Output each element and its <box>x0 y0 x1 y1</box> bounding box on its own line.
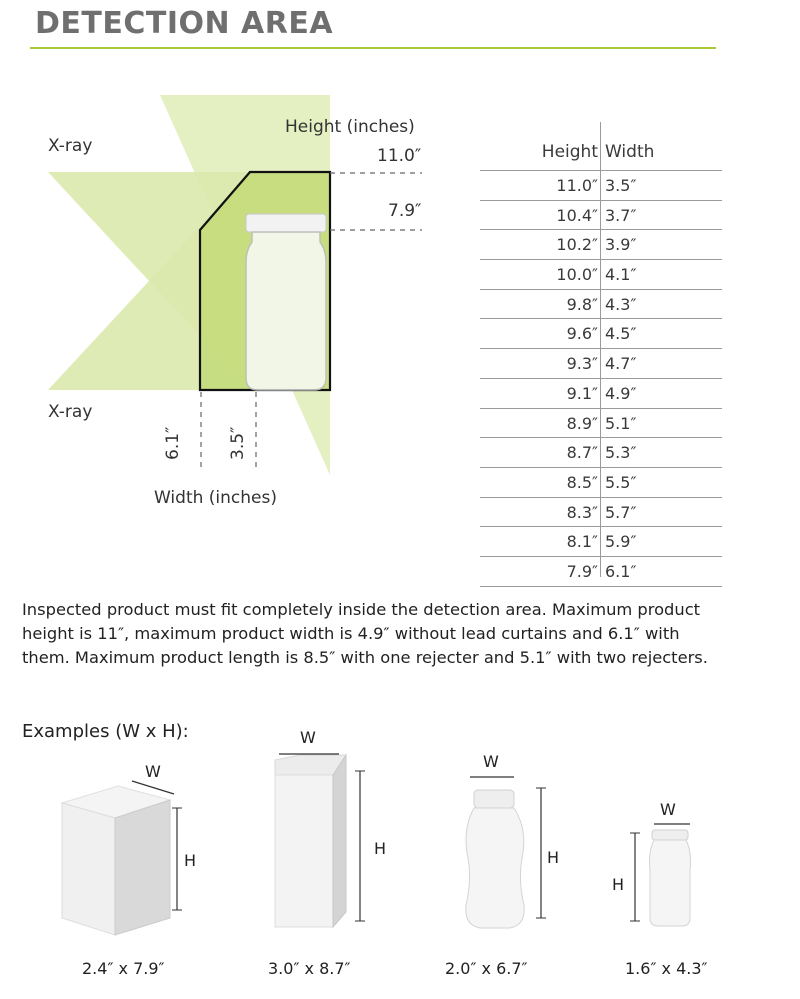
example-caption: 1.6″ x 4.3″ <box>625 959 708 978</box>
cell-height: 8.1″ <box>566 532 598 552</box>
bottle-height-letter: H <box>547 848 560 867</box>
cell-width: 5.3″ <box>605 443 637 463</box>
cell-height: 7.9″ <box>566 561 598 581</box>
table-row <box>480 468 722 498</box>
table-row <box>480 409 722 439</box>
cell-height: 8.3″ <box>566 502 598 522</box>
cell-height: 8.5″ <box>566 472 598 492</box>
table-row <box>480 171 722 201</box>
cell-height: 8.7″ <box>566 443 598 463</box>
page-title: DETECTION AREA <box>35 6 334 41</box>
cell-width: 4.9″ <box>605 383 637 403</box>
cell-width: 3.9″ <box>605 235 637 255</box>
box-icon <box>62 786 170 935</box>
table-row <box>480 498 722 528</box>
table-row <box>480 230 722 260</box>
height-max-value: 11.0″ <box>377 146 422 166</box>
examples-title: Examples (W x H): <box>22 721 189 742</box>
cell-height: 9.3″ <box>566 354 598 374</box>
cell-width: 4.7″ <box>605 354 637 374</box>
cell-height: 11.0″ <box>556 176 598 195</box>
cell-height: 10.0″ <box>556 265 598 285</box>
table-row <box>480 201 722 231</box>
box-width-letter: W <box>145 762 161 781</box>
cell-width: 3.7″ <box>605 205 637 225</box>
width-max-value: 6.1″ <box>163 426 183 460</box>
cell-width: 5.5″ <box>605 472 637 492</box>
carton-height-letter: H <box>374 839 387 858</box>
bottle-width-letter: W <box>483 752 499 771</box>
cell-width: 4.5″ <box>605 324 637 344</box>
cell-height: 9.1″ <box>566 383 598 403</box>
width-min-value: 3.5″ <box>228 426 248 460</box>
cell-width: 5.7″ <box>605 502 637 522</box>
description-paragraph: Inspected product must fit completely inside the detection area. Maximum product height is 11″, maximum product width is 4.9″ without lead curtains and 6.1″ with them. Maximum product length is 8.5″ with one rejecter and 5.1″ with two rejecters. <box>22 600 708 667</box>
table-row <box>480 319 722 349</box>
cell-height: 10.4″ <box>556 205 598 225</box>
carton-icon <box>275 755 346 927</box>
width-axis-label: Width (inches) <box>154 488 277 508</box>
table-header <box>480 122 722 171</box>
table-row <box>480 557 722 587</box>
box-height-letter: H <box>184 851 197 870</box>
height-axis-label: Height (inches) <box>285 117 415 137</box>
small-bottle-width-letter: W <box>660 800 676 819</box>
table-row <box>480 290 722 320</box>
table-row <box>480 438 722 468</box>
cell-height: 9.8″ <box>566 294 598 314</box>
xray-top-label: X-ray <box>48 136 93 156</box>
height-width-table <box>480 122 722 587</box>
cell-height: 10.2″ <box>556 235 598 255</box>
header-width: Width <box>605 142 655 162</box>
small-bottle-icon <box>650 830 691 926</box>
squeeze-bottle-icon <box>466 790 524 928</box>
table-row <box>480 260 722 290</box>
examples-illustrations <box>0 740 800 955</box>
cell-width: 4.1″ <box>605 265 637 285</box>
table-row <box>480 527 722 557</box>
cell-width: 5.9″ <box>605 532 637 552</box>
cell-height: 8.9″ <box>566 413 598 433</box>
example-caption: 3.0″ x 8.7″ <box>268 959 351 978</box>
example-caption: 2.0″ x 6.7″ <box>445 959 528 978</box>
header-height: Height <box>541 142 598 162</box>
table-row <box>480 349 722 379</box>
table-row <box>480 379 722 409</box>
cell-width: 5.1″ <box>605 413 637 433</box>
cell-width: 3.5″ <box>605 176 637 195</box>
jar-icon <box>246 214 326 390</box>
cell-width: 6.1″ <box>605 561 637 581</box>
xray-bottom-label: X-ray <box>48 402 93 422</box>
cell-width: 4.3″ <box>605 294 637 314</box>
height-min-value: 7.9″ <box>388 201 422 221</box>
small-bottle-height-letter: H <box>612 875 625 894</box>
carton-width-letter: W <box>300 728 316 747</box>
cell-height: 9.6″ <box>566 324 598 344</box>
example-caption: 2.4″ x 7.9″ <box>82 959 165 978</box>
